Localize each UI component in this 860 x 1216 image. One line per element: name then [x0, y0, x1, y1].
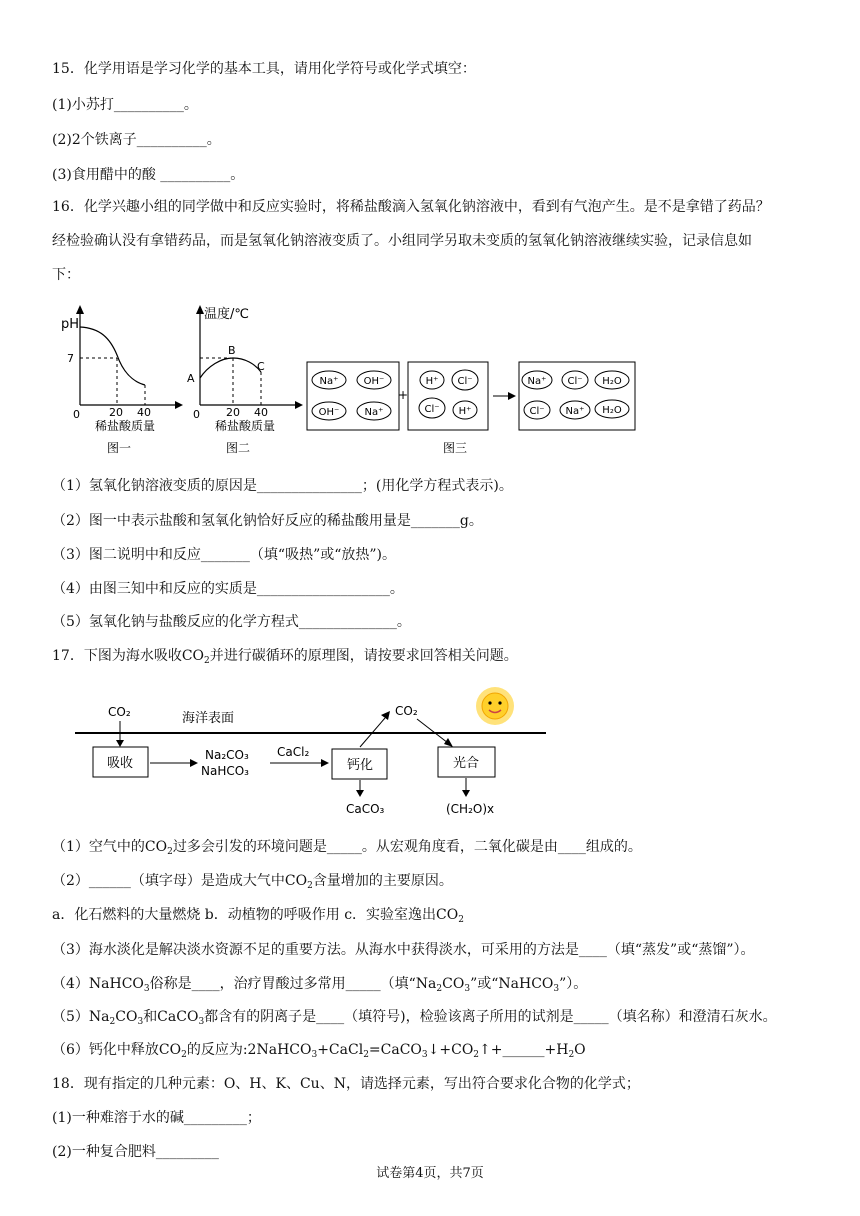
fig3-ion: Na⁺ — [364, 407, 384, 418]
q15-part3: (3)食用醋中的酸 __________。 — [52, 167, 245, 183]
q15-part2: (2)2个铁离子__________。 — [52, 132, 221, 148]
fig2-x40: 40 — [254, 406, 268, 419]
q17-part2: （2）______（填字母）是造成大气中$CO_2$含量增加的主要原因。 — [52, 873, 453, 891]
ch2o-label: (CH₂O)x — [446, 802, 495, 816]
co2-left: CO₂ — [108, 705, 131, 719]
fig3-ion: H⁺ — [458, 406, 472, 417]
fig1-origin: 0 — [73, 408, 80, 421]
fig3-ion: Cl⁻ — [424, 404, 440, 415]
fig3-molecule: H₂O — [602, 405, 622, 416]
q16-stem-line1: 16．化学兴趣小组的同学做中和反应实验时，将稀盐酸滴入氢氧化钠溶液中，看到有气泡产生。是不是拿错了药品？ — [52, 199, 770, 215]
q17-part4: （4）NaHCO$_3$俗称是____，治疗胃酸过多常用_____（填“$Na_2CO_3$”或“NaHCO$_3$”）。 — [52, 976, 588, 994]
fig3-ion: Na⁺ — [319, 376, 339, 387]
caco3-label: CaCO₃ — [346, 802, 385, 816]
q17-part6: （6）钙化中释放$CO_2$的反应为$:2NaHCO_3+CaCl_2=CaCO_3↓+CO_2↑+\_\_\_\_\_\_+H_2O$ — [52, 1042, 586, 1060]
fig1-ylabel: pH — [61, 317, 80, 332]
fig2-point-b: B — [228, 344, 236, 357]
fig3-box2-ions — [419, 370, 478, 419]
q16-stem-line3: 下： — [52, 267, 80, 283]
fig2-ylabel: 温度/℃ — [204, 307, 249, 322]
q16-part1: （1）氢氧化钠溶液变质的原因是_______________；(用化学方程式表示)。 — [52, 478, 513, 494]
q16-part5: （5）氢氧化钠与盐酸反应的化学方程式______________。 — [52, 614, 411, 630]
fig3-caption: 图三 — [443, 441, 468, 455]
cacl2-label: CaCl₂ — [277, 745, 310, 759]
fig2-xlabel: 稀盐酸质量 — [215, 419, 276, 433]
q18-part1: (1)一种难溶于水的碱_________； — [52, 1110, 261, 1126]
fig3-molecule: H₂O — [602, 376, 622, 387]
fig3-ion: Na⁺ — [565, 406, 585, 417]
fig1-y7: 7 — [67, 352, 74, 365]
q17-stem: 17．下图为海水吸收$CO_2$并进行碳循环的原理图，请按要求回答相关问题。 — [52, 648, 518, 666]
fig2-caption: 图二 — [226, 441, 251, 455]
fig2-point-a: A — [187, 372, 195, 385]
q15-part1: (1)小苏打__________。 — [52, 97, 198, 113]
q18-part2: (2)一种复合肥料_________ — [52, 1144, 219, 1160]
figure1-ph-curve — [55, 300, 185, 460]
nahco3-label: NaHCO₃ — [201, 764, 249, 778]
fig2-origin: 0 — [193, 408, 200, 421]
ocean-surface-label: 海洋表面 — [182, 711, 235, 726]
fig3-ion: Cl⁻ — [529, 406, 545, 417]
q18-stem: 18．现有指定的几种元素：O、H、K、Cu、N，请选择元素，写出符合要求化合物的化学式； — [52, 1076, 640, 1092]
page-footer: 试卷第4页，共7页 — [376, 1166, 484, 1181]
fig3-ion: Cl⁻ — [567, 376, 583, 387]
fig3-box3-particles — [522, 371, 629, 419]
q16-part3: （3）图二说明中和反应_______（填“吸热”或“放热”)。 — [52, 547, 396, 563]
photosynthesis-box: 光合 — [453, 756, 480, 771]
co2-top: CO₂ — [395, 704, 418, 718]
fig3-ion: OH⁻ — [318, 407, 340, 418]
fig1-x40: 40 — [137, 406, 151, 419]
absorb-box: 吸收 — [107, 756, 134, 771]
fig3-ion: Na⁺ — [527, 376, 547, 387]
fig2-point-c: C — [257, 360, 265, 373]
calcify-box: 钙化 — [347, 758, 374, 773]
fig3-ion: OH⁻ — [363, 376, 385, 387]
figure2-temperature-curve — [183, 300, 308, 460]
fig1-xlabel: 稀盐酸质量 — [95, 419, 156, 433]
q17-part1: （1）空气中的$CO_2$过多会引发的环境问题是_____。从宏观角度看，二氧化碳是由____组成的。 — [52, 839, 642, 857]
q17-part5: $(5)Na_2CO_3$和CaCO$_3$都含有的阴离子是____（填符号)，检验该离子所用的试剂是_____（填名称）和澄清石灰水。 — [52, 1009, 777, 1027]
fig3-box1-ions — [312, 371, 391, 420]
q15-stem: 15．化学用语是学习化学的基本工具，请用化学符号或化学式填空： — [52, 61, 476, 77]
na2co3-label: Na₂CO₃ — [205, 748, 249, 762]
figure3-ion-diagram — [305, 355, 640, 460]
fig1-x20: 20 — [109, 406, 123, 419]
q16-part4: （4）由图三知中和反应的实质是___________________。 — [52, 581, 404, 597]
fig3-ion: Cl⁻ — [457, 376, 473, 387]
q17-part3: （3）海水淡化是解决淡水资源不足的重要方法。从海水中获得淡水，可采用的方法是____（填“蒸发”或“蒸馏”）。 — [52, 942, 755, 958]
fig2-x20: 20 — [226, 406, 240, 419]
q17-options: a．化石燃料的大量燃烧 b．动植物的呼吸作用 c．实验室逸出$CO_2$ — [52, 907, 464, 925]
fig1-caption: 图一 — [107, 441, 132, 455]
carbon-cycle-diagram — [70, 683, 550, 823]
fig3-plus: + — [398, 388, 409, 402]
fig3-ion: H⁺ — [425, 376, 439, 387]
q16-stem-line2: 经检验确认没有拿错药品，而是氢氧化钠溶液变质了。小组同学另取未变质的氢氧化钠溶液继续实验，记录信息如 — [52, 233, 752, 249]
sun-icon — [476, 687, 514, 725]
q16-part2: （2）图一中表示盐酸和氢氧化钠恰好反应的稀盐酸用量是_______g。 — [52, 513, 483, 529]
